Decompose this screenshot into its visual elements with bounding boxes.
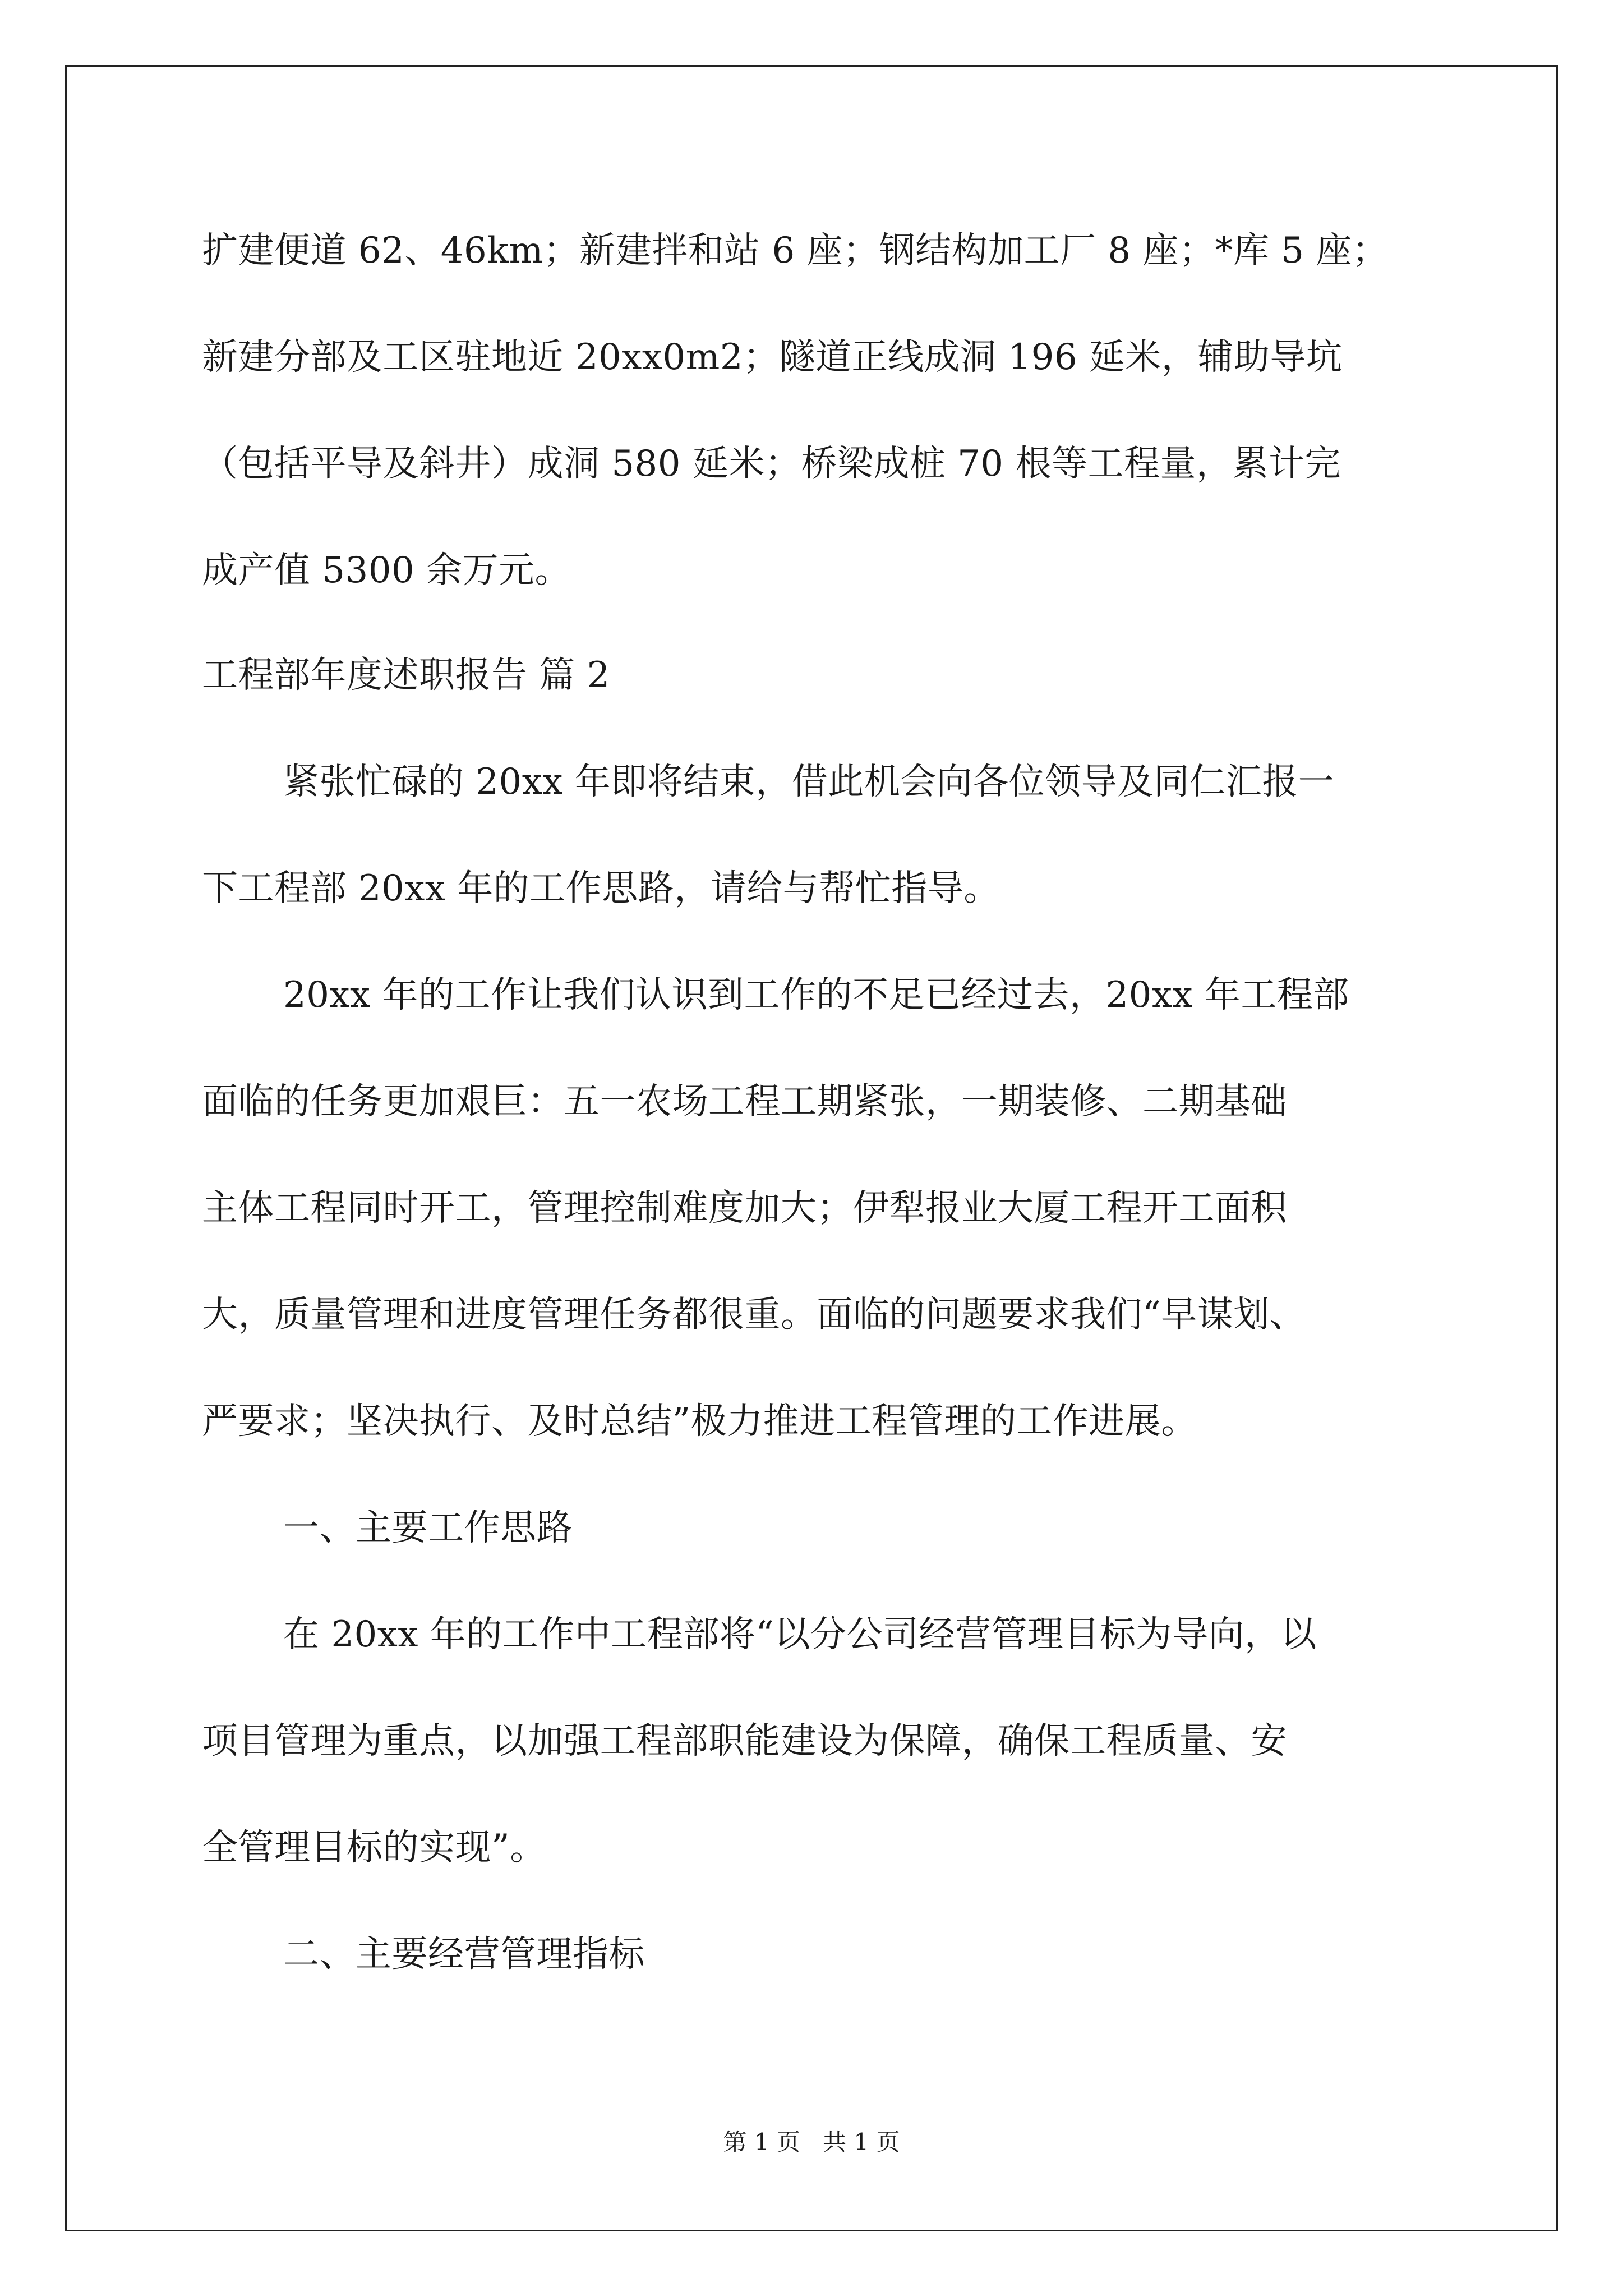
text-line: 20xx 年的工作让我们认识到工作的不足已经过去，20xx 年工程部 — [283, 974, 1349, 1016]
text-line: 成产值 5300 余万元。 — [202, 550, 571, 591]
text-line: 严要求；坚决执行、及时总结”极力推进工程管理的工作进展。 — [202, 1401, 1197, 1442]
page-border — [65, 65, 1558, 2231]
subheading: 二、主要经营管理指标 — [283, 1934, 645, 1975]
text-line: 紧张忙碌的 20xx 年即将结束，借此机会向各位领导及同仁汇报一 — [283, 761, 1335, 803]
text-line: （包括平导及斜井）成洞 580 延米；桥梁成桩 70 根等工程量，累计完 — [202, 443, 1341, 485]
text-line: 项目管理为重点，以加强工程部职能建设为保障，确保工程质量、安 — [202, 1720, 1287, 1762]
page-footer: 第 1 页 共 1 页 — [723, 2128, 900, 2156]
text-line: 下工程部 20xx 年的工作思路，请给与帮忙指导。 — [202, 868, 1000, 909]
section-title: 工程部年度述职报告 篇 2 — [202, 655, 610, 696]
text-line: 面临的任务更加艰巨：五一农场工程工期紧张，一期装修、二期基础 — [202, 1081, 1287, 1122]
subheading: 一、主要工作思路 — [283, 1507, 573, 1549]
text-line: 主体工程同时开工，管理控制难度加大；伊犁报业大厦工程开工面积 — [202, 1188, 1287, 1229]
text-line: 新建分部及工区驻地近 20xx0m2；隧道正线成洞 196 延米，辅助导坑 — [202, 337, 1343, 378]
text-line: 扩建便道 62、46km；新建拌和站 6 座；钢结构加工厂 8 座；*库 5 座； — [202, 230, 1389, 272]
text-line: 在 20xx 年的工作中工程部将“以分公司经营管理目标为导向，以 — [283, 1614, 1317, 1655]
text-line: 全管理目标的实现”。 — [202, 1827, 546, 1869]
text-line: 大，质量管理和进度管理任务都很重。面临的问题要求我们“早谋划、 — [202, 1294, 1306, 1336]
